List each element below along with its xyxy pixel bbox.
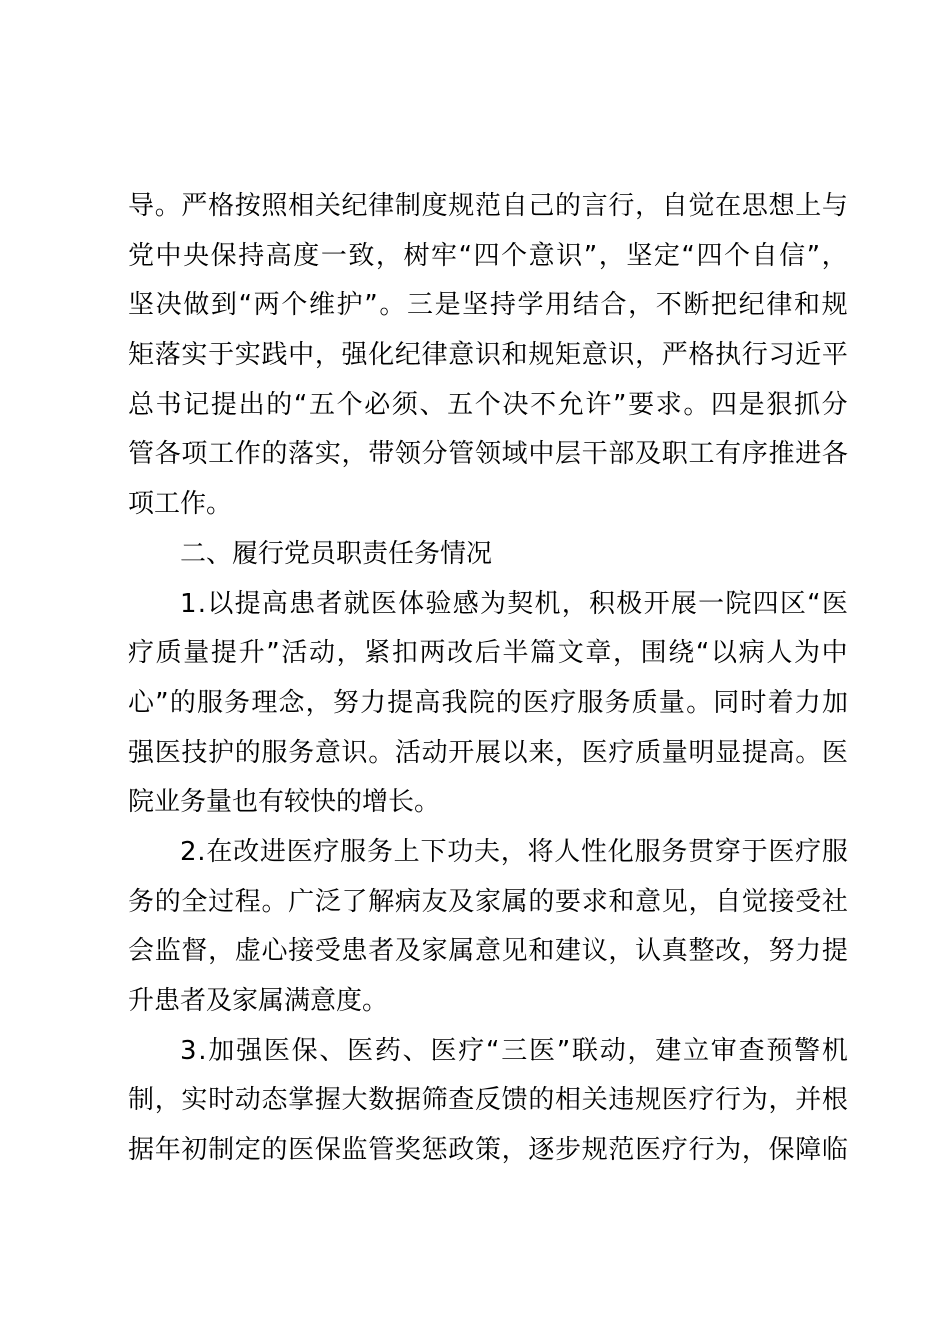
text-line: 制 ， 实 时 动 态 掌 握 大 数 据 筛 查 反 馈 的 相 关 违 规 医 疗 行 为 ， 并 根 <box>128 1085 848 1116</box>
heading-line: 二、履行党员职责任务情况 <box>180 538 493 569</box>
text-line: 务 的 全 过 程 。 广 泛 了 解 病 友 及 家 属 的 要 求 和 意 见 ， 自 觉 接 受 社 <box>128 886 848 917</box>
document-body <box>128 182 848 1176</box>
text-line-last: 项工作。 <box>128 489 233 520</box>
text-line-first: 3 . 加 强 医 保 、 医 药 、 医 疗 “ 三 医 ” 联 动 ， 建 立 审 查 预 警 机 <box>180 1035 848 1066</box>
text-line-last: 院业务量也有较快的增长。 <box>128 787 441 818</box>
text-line: 心 ” 的 服 务 理 念 ， 努 力 提 高 我 院 的 医 疗 服 务 质 量 。 同 时 着 力 加 <box>128 687 848 718</box>
text-line: 强 医 技 护 的 服 务 意 识 。 活 动 开 展 以 来 ， 医 疗 质 量 明 显 提 高 。 医 <box>128 737 848 768</box>
section-heading <box>128 530 848 580</box>
text-line-first: 2 . 在 改 进 医 疗 服 务 上 下 功 夫 ， 将 人 性 化 服 务 贯 穿 于 医 疗 服 <box>180 836 848 867</box>
text-line: 导 。 严 格 按 照 相 关 纪 律 制 度 规 范 自 己 的 言 行 ， 自 觉 在 思 想 上 与 <box>128 191 848 221</box>
text-line: 党 中 央 保 持 高 度 一 致 ， 树 牢 “ 四 个 意 识 ” ， 坚 定 “ 四 个 自 信 ” ， <box>128 240 848 271</box>
text-line: 据 年 初 制 定 的 医 保 监 管 奖 惩 政 策 ， 逐 步 规 范 医 疗 行 为 ， 保 障 临 <box>128 1135 848 1166</box>
text-line: 坚 决 做 到 “ 两 个 维 护 ” 。 三 是 坚 持 学 用 结 合 ， 不 断 把 纪 律 和 规 <box>128 290 848 321</box>
text-line: 总 书 记 提 出 的 “ 五 个 必 须 、 五 个 决 不 允 许 ” 要 求 。 四 是 狠 抓 分 <box>128 389 848 420</box>
text-line-last: 升患者及家属满意度。 <box>128 986 389 1016</box>
text-line-first: 1 . 以 提 高 患 者 就 医 体 验 感 为 契 机 ， 积 极 开 展 一 院 四 区 “ 医 <box>180 588 848 619</box>
text-line: 管 各 项 工 作 的 落 实 ， 带 领 分 管 领 域 中 层 干 部 及 职 工 有 序 推 进 各 <box>128 439 848 470</box>
text-line: 疗 质 量 提 升 ” 活 动 ， 紧 扣 两 改 后 半 篇 文 章 ， 围 绕 “ 以 病 人 为 中 <box>128 638 848 669</box>
text-line: 矩 落 实 于 实 践 中 ， 强 化 纪 律 意 识 和 规 矩 意 识 ， 严 格 执 行 习 近 平 <box>128 340 848 371</box>
paragraph-continued <box>128 182 848 530</box>
paragraph-item-2 <box>128 828 848 1027</box>
paragraph-item-3 <box>128 1027 848 1176</box>
paragraph-item-1 <box>128 580 848 828</box>
text-line: 会 监 督 ， 虚 心 接 受 患 者 及 家 属 意 见 和 建 议 ， 认 真 整 改 ， 努 力 提 <box>128 936 848 967</box>
